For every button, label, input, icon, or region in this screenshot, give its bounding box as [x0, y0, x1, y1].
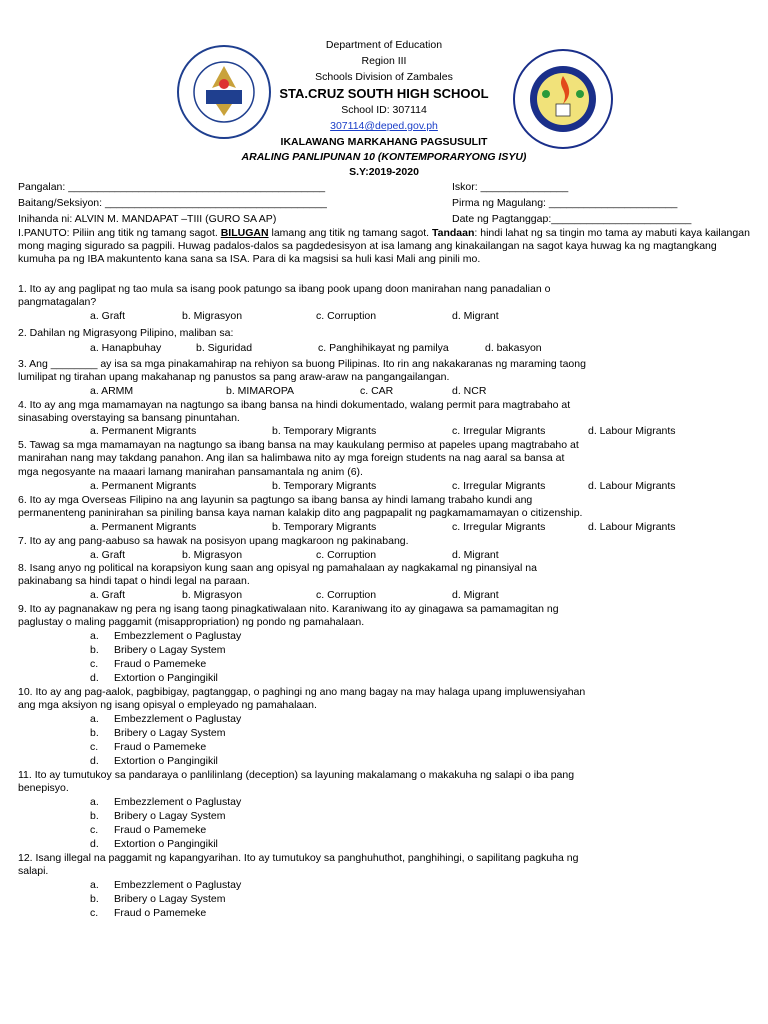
q10-option-b[interactable] — [90, 727, 225, 740]
q11-option-a[interactable] — [90, 796, 241, 809]
q2-option-b[interactable]: b. Siguridad — [196, 342, 253, 354]
instructions-text-2: lamang ang titik ng tamang sagot. — [268, 227, 432, 239]
question-9-cont: paglustay o maling paggamit (misappropriation) ng pondo ng pamahalaan. — [18, 616, 365, 628]
q11-text-d: Extortion o Pangingikil — [114, 838, 218, 850]
q1-option-a[interactable]: a. Graft — [90, 310, 126, 322]
q11-letter-c: c. — [90, 824, 99, 836]
q11-option-b[interactable] — [90, 810, 225, 823]
question-6: 6. Ito ay mga Overseas Filipino na ang layunin sa pagtungo sa ibang bansa ay hindi lamang trabaho kundi ang — [18, 494, 533, 506]
q4-option-b[interactable]: b. Temporary Migrants — [272, 425, 377, 437]
q9-letter-d: d. — [90, 672, 99, 684]
instructions — [18, 227, 750, 267]
q5-option-d[interactable]: d. Labour Migrants — [588, 480, 676, 492]
q6-option-c[interactable]: c. Irregular Migrants — [452, 521, 546, 533]
q10-letter-c: c. — [90, 741, 99, 753]
name-field[interactable]: Pangalan: ____________________________________________ — [18, 181, 326, 193]
q9-letter-b: b. — [90, 644, 99, 656]
question-11-cont: benepisyo. — [18, 782, 69, 794]
parent-signature-field[interactable]: Pirma ng Magulang: ______________________ — [452, 197, 678, 209]
email-link[interactable]: 307114@deped.gov.ph — [330, 120, 438, 132]
q7-option-c[interactable]: c. Corruption — [316, 549, 377, 561]
q5-option-c[interactable]: c. Irregular Migrants — [452, 480, 546, 492]
q11-option-d[interactable] — [90, 838, 218, 851]
q2-option-c[interactable]: c. Panghihikayat ng pamilya — [318, 342, 449, 354]
q10-option-c[interactable] — [90, 741, 206, 754]
q9-text-b: Bribery o Lagay System — [114, 644, 226, 656]
q9-option-d[interactable] — [90, 672, 218, 685]
q8-option-d[interactable]: d. Migrant — [452, 589, 499, 601]
question-8-cont: pakinabang sa hindi tapat o hindi legal na paraan. — [18, 575, 250, 587]
date-received-field[interactable]: Date ng Pagtanggap:________________________ — [452, 213, 692, 225]
question-12: 12. Isang illegal na paggamit ng kapangyarihan. Ito ay tumutukoy sa panghuhuthot, panghihingi, o sapilitang pagkuha ng — [18, 852, 579, 864]
exam-title: IKALAWANG MARKAHANG PAGSUSULIT — [280, 136, 488, 148]
school-name: STA.CRUZ SOUTH HIGH SCHOOL — [279, 86, 489, 101]
question-5-cont-2: mga negosyante na maaari lamang manirahan pansamantala ng anim (6). — [18, 466, 363, 478]
email-link-row — [0, 120, 768, 132]
question-9: 9. Ito ay pagnanakaw ng pera ng isang taong pinagkatiwalaan nito. Karaniwang ito ay ginagawa sa pamamagitan ng — [18, 603, 559, 615]
question-5: 5. Tawag sa mga mamamayan na nagtungo sa ibang bansa na may kaukulang permiso at papeles upang magtrabaho at — [18, 439, 579, 451]
q10-option-d[interactable] — [90, 755, 218, 768]
question-10-cont: ang mga aksiyon ng isang opisyal o empleyado ng pamahalaan. — [18, 699, 317, 711]
q11-letter-d: d. — [90, 838, 99, 850]
q8-option-a[interactable]: a. Graft — [90, 589, 126, 601]
q6-option-a[interactable]: a. Permanent Migrants — [90, 521, 197, 533]
q10-letter-a: a. — [90, 713, 99, 725]
q11-text-a: Embezzlement o Paglustay — [114, 796, 242, 808]
instructions-label: I.PANUTO: — [18, 227, 70, 239]
q2-option-a[interactable]: a. Hanapbuhay — [90, 342, 162, 354]
instructions-tandaan: Tandaan — [432, 227, 475, 239]
q4-option-a[interactable]: a. Permanent Migrants — [90, 425, 197, 437]
q9-text-d: Extortion o Pangingikil — [114, 672, 218, 684]
q7-option-a[interactable]: a. Graft — [90, 549, 126, 561]
question-2: 2. Dahilan ng Migrasyong Pilipino, maliban sa: — [18, 327, 234, 339]
q12-text-c: Fraud o Pamemeke — [114, 907, 207, 919]
q3-option-a[interactable]: a. ARMM — [90, 385, 134, 397]
q11-text-b: Bribery o Lagay System — [114, 810, 226, 822]
instructions-text: Piliin ang titik ng tamang sagot. — [69, 227, 221, 239]
department-name: Department of Education — [325, 39, 443, 51]
q1-option-d[interactable]: d. Migrant — [452, 310, 499, 322]
q12-option-c[interactable] — [90, 907, 206, 920]
q11-text-c: Fraud o Pamemeke — [114, 824, 207, 836]
q3-option-d[interactable]: d. NCR — [452, 385, 487, 397]
q12-option-b[interactable] — [90, 893, 225, 906]
q8-option-c[interactable]: c. Corruption — [316, 589, 377, 601]
q9-option-a[interactable] — [90, 630, 241, 643]
question-12-cont: salapi. — [18, 865, 49, 877]
q10-letter-b: b. — [90, 727, 99, 739]
q9-option-b[interactable] — [90, 644, 225, 657]
q9-letter-c: c. — [90, 658, 99, 670]
q5-option-a[interactable]: a. Permanent Migrants — [90, 480, 197, 492]
prepared-by: Inihanda ni: ALVIN M. MANDAPAT –TIII (GURO SA AP) — [18, 213, 277, 225]
section-field[interactable]: Baitang/Seksiyon: ______________________________________ — [18, 197, 327, 209]
score-field[interactable]: Iskor: _______________ — [452, 181, 569, 193]
q9-letter-a: a. — [90, 630, 99, 642]
division-name: Schools Division of Zambales — [315, 71, 453, 83]
q10-text-a: Embezzlement o Paglustay — [114, 713, 242, 725]
q12-letter-b: b. — [90, 893, 99, 905]
q4-option-d[interactable]: d. Labour Migrants — [588, 425, 676, 437]
q12-option-a[interactable] — [90, 879, 241, 892]
q12-text-b: Bribery o Lagay System — [114, 893, 226, 905]
q1-option-c[interactable]: c. Corruption — [316, 310, 377, 322]
school-year: S.Y:2019-2020 — [349, 166, 419, 178]
q2-option-d[interactable]: d. bakasyon — [485, 342, 542, 354]
question-3-cont: lumilipat ng tirahan upang makahanap ng panustos sa pang araw-araw na pangangailangan. — [18, 371, 450, 383]
q7-option-b[interactable]: b. Migrasyon — [182, 549, 243, 561]
instructions-text-3: : hindi lahat ng sa tingin mo tama ay mabuti kaya kailangan mong maging sigurado sa pagpili. Huwag padalos-dalos sa pagdedesisyon at isa lamang ang kinakailangan na sagot kaya huwag ka ng magtangkang kumuha pa ng IBA makuntento kana sana sa ISA. Para di ka magsisi sa huli kasi Mali ang pinili mo. — [18, 227, 750, 266]
question-11: 11. Ito ay tumutukoy sa pandaraya o panlilinlang (deception) sa layuning makalamang o makakuha ng salapi o iba pang — [18, 769, 575, 781]
q6-option-d[interactable]: d. Labour Migrants — [588, 521, 676, 533]
q6-option-b[interactable]: b. Temporary Migrants — [272, 521, 377, 533]
q10-text-b: Bribery o Lagay System — [114, 727, 226, 739]
q11-letter-a: a. — [90, 796, 99, 808]
q12-letter-c: c. — [90, 907, 99, 919]
q10-letter-d: d. — [90, 755, 99, 767]
q9-option-c[interactable] — [90, 658, 206, 671]
q9-text-c: Fraud o Pamemeke — [114, 658, 207, 670]
q5-option-b[interactable]: b. Temporary Migrants — [272, 480, 377, 492]
region-name: Region III — [361, 55, 407, 67]
question-5-cont: manirahan nang may takdang panahon. Ang ilan sa halimbawa nito ay mga foreign students na nag aaral sa bansa at — [18, 452, 565, 464]
question-3: 3. Ang ________ ay isa sa mga pinakamahirap na rehiyon sa buong Pilipinas. Ito rin ang nakakaranas ng maraming taong — [18, 358, 586, 370]
q12-text-a: Embezzlement o Paglustay — [114, 879, 242, 891]
q10-text-c: Fraud o Pamemeke — [114, 741, 207, 753]
q10-text-d: Extortion o Pangingikil — [114, 755, 218, 767]
q11-option-c[interactable] — [90, 824, 206, 837]
q11-letter-b: b. — [90, 810, 99, 822]
instructions-bilugan: BILUGAN — [220, 227, 269, 239]
question-4: 4. Ito ay ang mga mamamayan na nagtungo sa ibang bansa na hindi dokumentado, walang permit para magtrabaho at — [18, 399, 571, 411]
q9-text-a: Embezzlement o Paglustay — [114, 630, 242, 642]
question-1: 1. Ito ay ang paglipat ng tao mula sa isang pook patungo sa ibang pook upang doon manirahan nang panadalian o — [18, 283, 551, 295]
q3-option-c[interactable]: c. CAR — [360, 385, 394, 397]
question-8: 8. Isang anyo ng political na korapsiyon kung saan ang opisyal ng pamahalaan ay nagkakamal ng pinansiyal na — [18, 562, 537, 574]
q7-option-d[interactable]: d. Migrant — [452, 549, 499, 561]
q3-option-b[interactable]: b. MIMAROPA — [226, 385, 295, 397]
q1-option-b[interactable]: b. Migrasyon — [182, 310, 243, 322]
school-id: School ID: 307114 — [341, 104, 427, 116]
question-4-cont: sinasabing overstaying sa bansang pinuntahan. — [18, 412, 240, 424]
q8-option-b[interactable]: b. Migrasyon — [182, 589, 243, 601]
q4-option-c[interactable]: c. Irregular Migrants — [452, 425, 546, 437]
question-10: 10. Ito ay ang pag-aalok, pagbibigay, pagtanggap, o paghingi ng ano mang bagay na may halaga upang impluwensiyahan — [18, 686, 586, 698]
question-1-cont: pangmatagalan? — [18, 296, 97, 308]
subject-title: ARALING PANLIPUNAN 10 (KONTEMPORARYONG ISYU) — [241, 151, 527, 163]
question-6-cont: permanenteng paninirahan sa piniling bansa kaya naman kalakip dito ang pagpapalit ng pagkamamamayan o citizenship. — [18, 507, 583, 519]
question-7: 7. Ito ay ang pang-aabuso sa hawak na posisyon upang magkaroon ng pakinabang. — [18, 535, 409, 547]
q12-letter-a: a. — [90, 879, 99, 891]
q10-option-a[interactable] — [90, 713, 241, 726]
